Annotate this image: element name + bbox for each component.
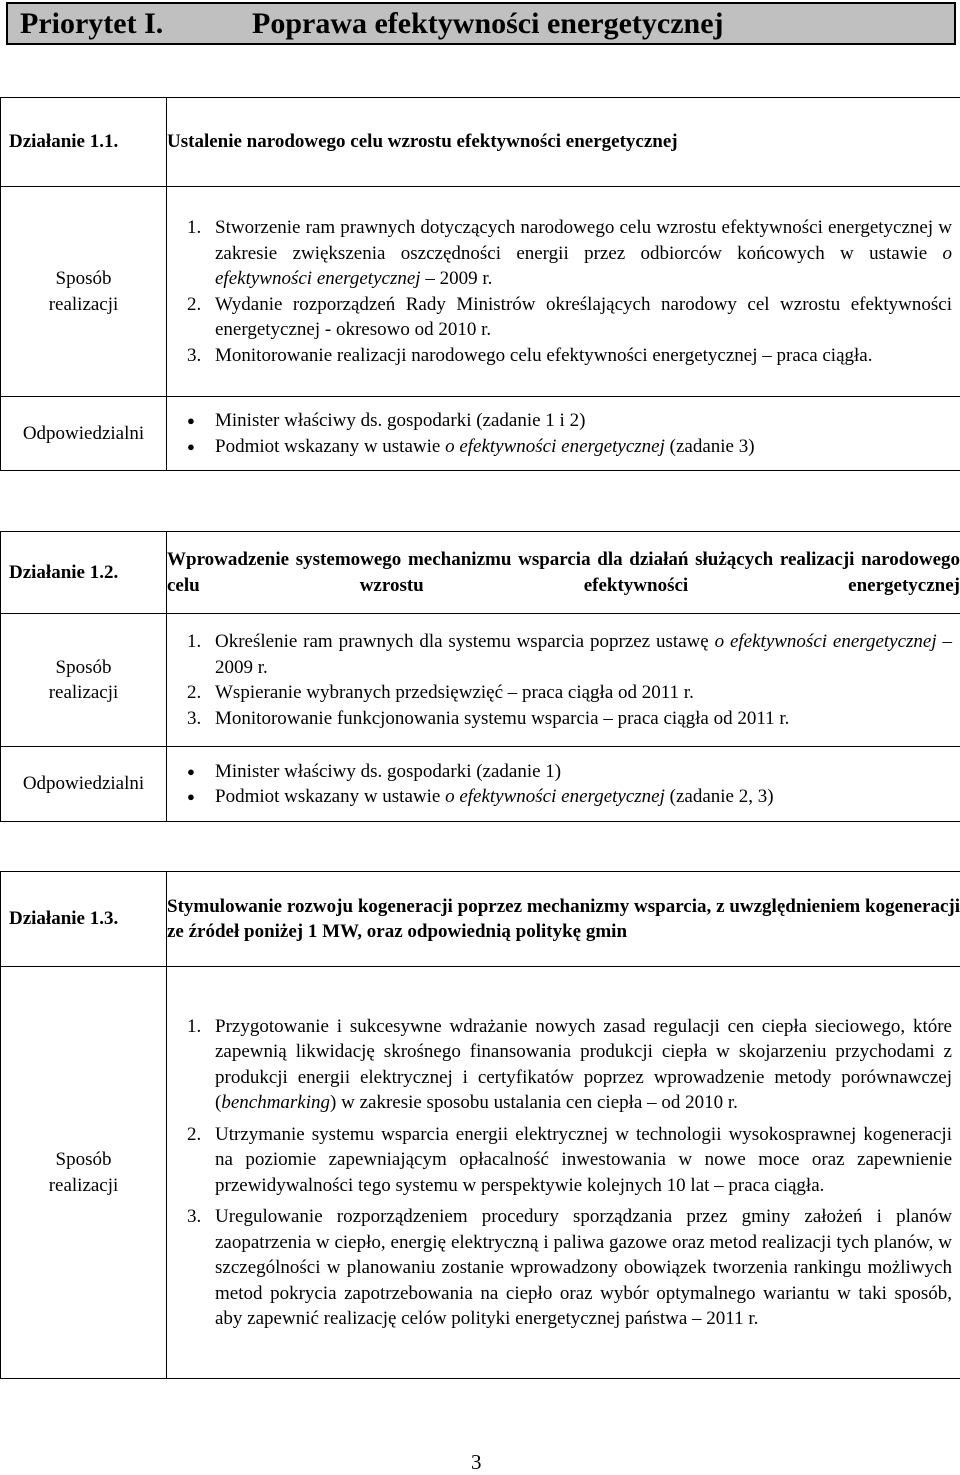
method-item: 2. Wspieranie wybranych przedsięwzięć – praca ciągła od 2011 r. [167, 680, 960, 706]
method-item: 2. Wydanie rozporządzeń Rady Ministrów określających narodowy cel wzrostu efektywności energetycznej - okresowo od 2010 r. [167, 292, 960, 343]
method-label: Sposób realizacji [1, 967, 167, 1379]
priority-number: Priorytet I. [20, 4, 163, 44]
action-table-1-3 [0, 871, 960, 1379]
action-code: Działanie 1.1. [1, 98, 167, 187]
priority-title: Poprawa efektywności energetycznej [252, 4, 724, 44]
method-item: 3. Monitorowanie funkcjonowania systemu wsparcia – praca ciągła od 2011 r. [167, 706, 960, 732]
action-title: Wprowadzenie systemowego mechanizmu wsparcia dla działań służących realizacji narodowego celu wzrostu efektywności energetycznej [167, 532, 960, 614]
method-items [167, 967, 960, 1379]
responsible-list [167, 397, 960, 471]
responsible-item: ● Minister właściwy ds. gospodarki (zadanie 1 i 2) [167, 408, 960, 434]
method-items [167, 187, 960, 397]
method-item: 1. Przygotowanie i sukcesywne wdrażanie nowych zasad regulacji cen ciepła sieciowego, które zapewnią likwidację skrośnego finansowania produkcji ciepła w skojarzeniu przychodami z produkcji energii elektrycznej i certyfikatów poprzez wprowadzenie metody porównawczej (benchmarking) w zakresie sposobu ustalania cen ciepła – od 2010 r. [167, 1014, 960, 1116]
responsible-item: ● Podmiot wskazany w ustawie o efektywności energetycznej (zadanie 3) [167, 434, 960, 460]
responsible-label: Odpowiedzialni [1, 397, 167, 471]
action-table-1-2 [0, 531, 960, 822]
responsible-list [167, 747, 960, 822]
method-item: 3. Uregulowanie rozporządzeniem procedury sporządzania przez gminy założeń i planów zaopatrzenia w ciepło, energię elektryczną i paliwa gazowe oraz metod realizacji tych planów, w szczególności w planowaniu zostanie wprowadzony obowiązek tworzenia rankingu możliwych metod pokrycia zapotrzebowania na ciepło oraz wybór optymalnego wariantu w taki sposób, aby zapewnić realizację celów polityki energetycznej państwa – 2011 r. [167, 1204, 960, 1332]
method-item: 1. Określenie ram prawnych dla systemu wsparcia poprzez ustawę o efektywności energetycznej – 2009 r. [167, 629, 960, 680]
page-number: 3 [471, 1450, 482, 1475]
action-table-1-1 [0, 97, 960, 471]
action-code: Działanie 1.2. [1, 532, 167, 614]
method-item: 2. Utrzymanie systemu wsparcia energii elektrycznej w technologii wysokosprawnej kogeneracji na poziomie zapewniającym opłacalność inwestowania w nowe moce oraz zapewnienie przewidywalności tego systemu w perspektywie kolejnych 10 lat – praca ciągła. [167, 1122, 960, 1199]
priority-header [6, 2, 956, 45]
method-item: 1. Stworzenie ram prawnych dotyczących narodowego celu wzrostu efektywności energetycznej w zakresie zwiększenia oszczędności energii przez odbiorców końcowych w ustawie o efektywności energetycznej – 2009 r. [167, 215, 960, 292]
method-label: Sposób realizacji [1, 614, 167, 747]
responsible-item: ● Podmiot wskazany w ustawie o efektywności energetycznej (zadanie 2, 3) [167, 784, 960, 810]
responsible-item: ● Minister właściwy ds. gospodarki (zadanie 1) [167, 759, 960, 785]
action-title: Stymulowanie rozwoju kogeneracji poprzez mechanizmy wsparcia, z uwzględnieniem kogeneracji ze źródeł poniżej 1 MW, oraz odpowiednią politykę gmin [167, 872, 960, 967]
action-title: Ustalenie narodowego celu wzrostu efektywności energetycznej [167, 98, 960, 187]
method-item: 3. Monitorowanie realizacji narodowego celu efektywności energetycznej – praca ciągła. [167, 343, 960, 369]
method-items [167, 614, 960, 747]
method-label: Sposób realizacji [1, 187, 167, 397]
action-code: Działanie 1.3. [1, 872, 167, 967]
responsible-label: Odpowiedzialni [1, 747, 167, 822]
